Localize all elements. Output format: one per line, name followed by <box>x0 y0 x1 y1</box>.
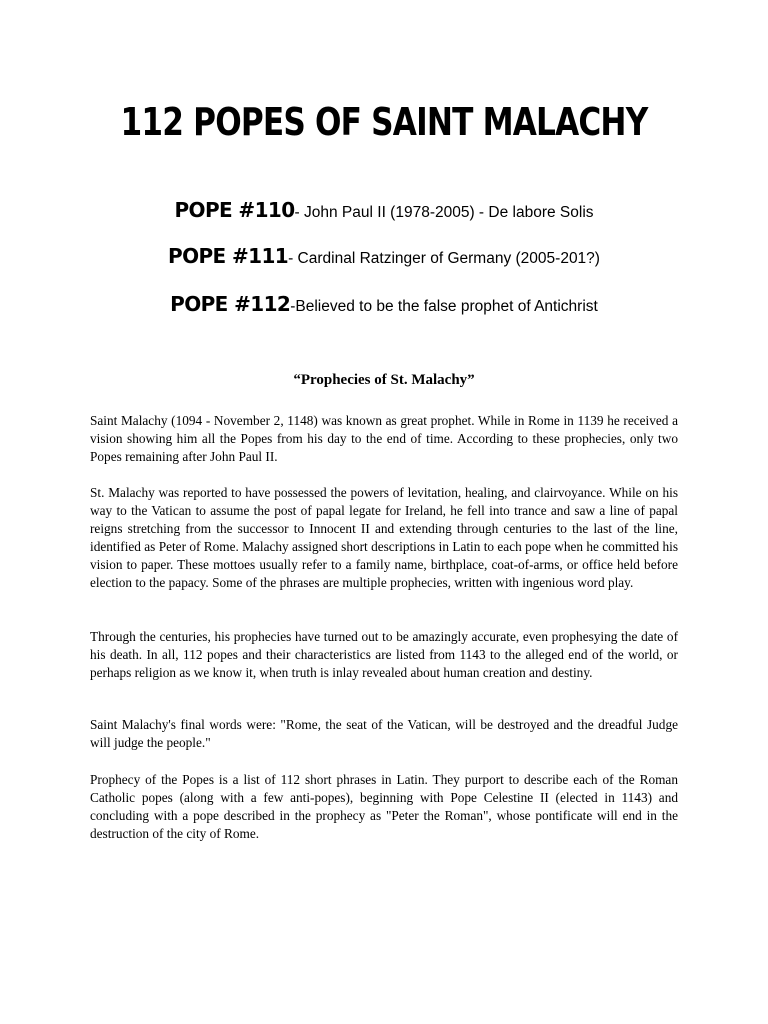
pope-110-description: - John Paul II (1978-2005) - De labore Solis <box>294 204 594 221</box>
pope-112-description: -Believed to be the false prophet of Antichrist <box>290 298 598 315</box>
paragraph-3: Through the centuries, his prophecies have turned out to be amazingly accurate, even prophesying the date of his death. In all, 112 popes and their characteristics are listed from 1143 to the alleged end of the world, or perhaps religion as we know it, when truth is inlay revealed about human creation and destiny. <box>90 629 678 680</box>
section-subtitle: “Prophecies of St. Malachy” <box>293 372 475 388</box>
pope-112-line <box>0 292 768 316</box>
paragraph-5: Prophecy of the Popes is a list of 112 short phrases in Latin. They purport to describe each of the Roman Catholic popes (along with a few anti-popes), beginning with Pope Celestine II (elected in 1143) and concluding with a pope described in the prophecy as "Peter the Roman", whose pontificate will end in the destruction of the city of Rome. <box>90 772 678 841</box>
paragraph-2: St. Malachy was reported to have possessed the powers of levitation, healing, and clairvoyance. While on his way to the Vatican to assume the post of papal legate for Ireland, he fell into trance and saw a line of papal reigns stretching from the successor to Innocent II and extending through centuries to the last of the line, identified as Peter of Rome. Malachy assigned short descriptions in Latin to each pope when he committed his vision to paper. These mottoes usually refer to a family name, birthplace, coat-of-arms, or office held before election to the papacy. Some of the phrases are multiple prophecies, written with ingenious word play. <box>90 485 678 590</box>
pope-112-label: POPE #112 <box>170 292 291 316</box>
pope-111-label: POPE #111 <box>168 244 289 268</box>
pope-111-line <box>0 244 768 268</box>
pope-110-line <box>0 198 768 222</box>
pope-110-label: POPE #110 <box>174 198 295 222</box>
paragraph-1: Saint Malachy (1094 - November 2, 1148) was known as great prophet. While in Rome in 1139 he received a vision showing him all the Popes from his day to the end of time. According to these prophecies, only two Popes remaining after John Paul II. <box>90 413 678 464</box>
page-title: 112 POPES OF SAINT MALACHY <box>120 100 648 144</box>
paragraph-4: Saint Malachy's final words were: "Rome, the seat of the Vatican, will be destroyed and the dreadful Judge will judge the people." <box>90 717 678 750</box>
pope-111-description: - Cardinal Ratzinger of Germany (2005-201?) <box>288 250 600 267</box>
